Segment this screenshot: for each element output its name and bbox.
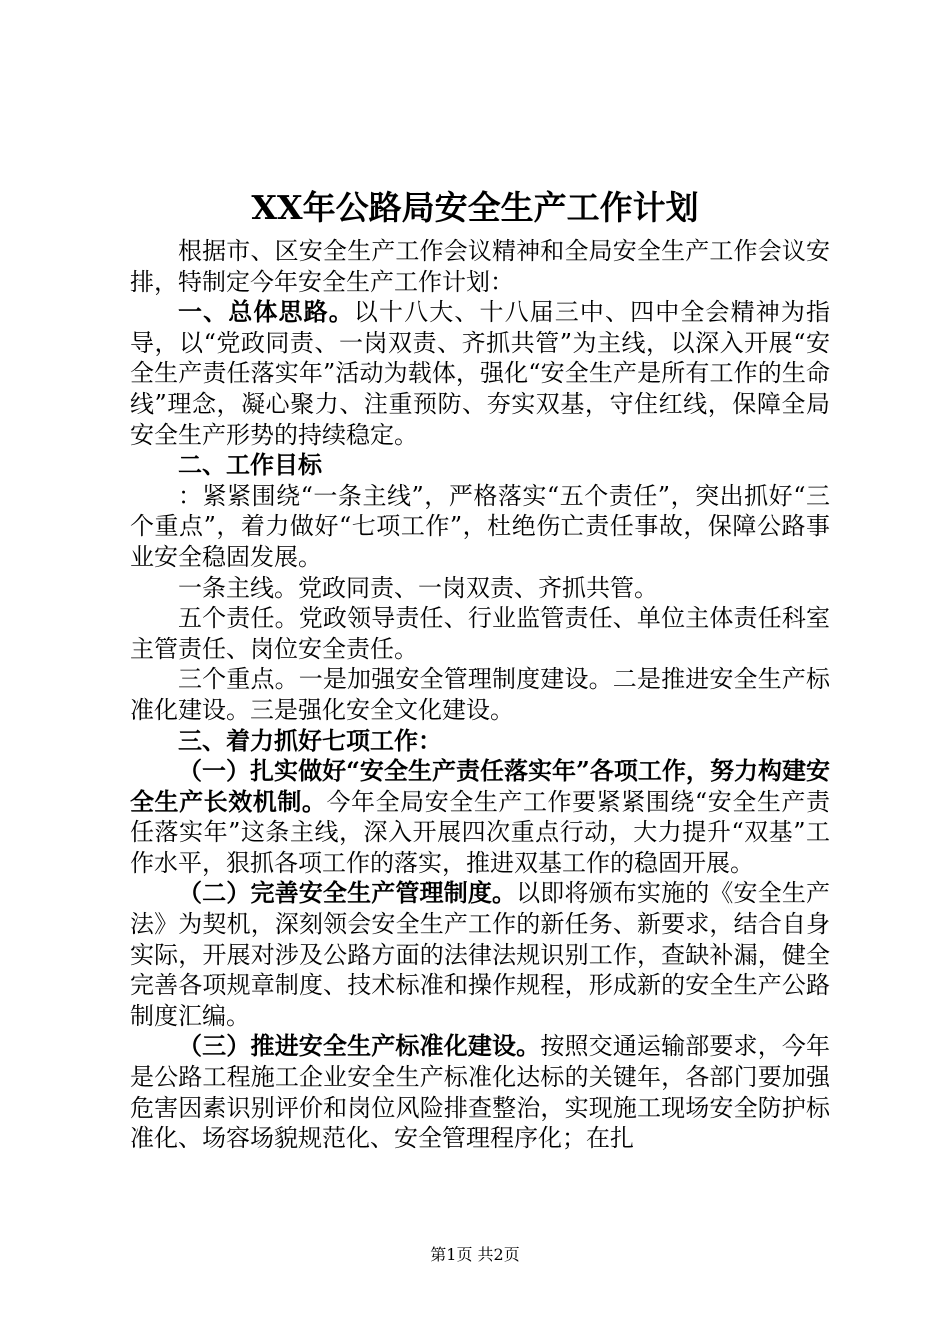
item-1-paragraph [130, 756, 830, 878]
section-2-line-1: 一条主线。党政同责、一岗双责、齐抓共管。 [178, 573, 658, 602]
item-2-paragraph [130, 878, 830, 1031]
section-2-line-3: 三个重点。一是加强安全管理制度建设。二是推进安全生产标准化建设。三是强化安全文化建设。 [130, 665, 830, 724]
item-1-heading: （一）扎实做好“安全生产责任落实年”各项工作，努力构建安全生产长效机制。 [130, 756, 830, 816]
section-3-heading: 三、着力抓好七项工作： [178, 725, 442, 755]
item-2-text: 以即将颁布实施的《安全生产法》为契机，深刻领会安全生产工作的新任务、新要求，结合自身实际，开展对涉及公路方面的法律法规识别工作，查缺补漏，健全完善各项规章制度、技术标准和操作规程，形成新的安全生产公路制度汇编。 [130, 879, 831, 1030]
section-2-paragraph: ：紧紧围绕“一条主线”，严格落实“五个责任”，突出抓好“三个重点”，着力做好“七项工作”，杜绝伤亡责任事故，保障公路事业安全稳固发展。 [130, 481, 830, 571]
section-1-text: 以十八大、十八届三中、四中全会精神为指导，以“党政同责、一岗双责、齐抓共管”为主线，以深入开展“安全生产责任落实年”活动为载体，强化“安全生产是所有工作的生命线”理念，凝心聚力、注重预防、夯实双基，守住红线，保障全局安全生产形势的持续稳定。 [130, 298, 831, 449]
page-number-footer: 第1页 共2页 [430, 1245, 520, 1264]
item-1-text: 今年全局安全生产工作要紧紧围绕“安全生产责任落实年”这条主线，深入开展四次重点行动，大力提升“双基”工作水平，狠抓各项工作的落实，推进双基工作的稳固开展。 [130, 787, 830, 877]
section-1-paragraph [130, 297, 830, 450]
document-body [130, 236, 830, 1154]
item-3-text: 按照交通运输部要求，今年是公路工程施工企业安全生产标准化达标的关键年，各部门要加强危害因素识别评价和岗位风险排查整治，实现施工现场安全防护标准化、场容场貌规范化、安全管理程序化；在扎 [130, 1032, 831, 1153]
item-3-heading: （三）推进安全生产标准化建设。 [178, 1031, 541, 1061]
item-2-heading: （二）完善安全生产管理制度。 [178, 878, 517, 908]
intro-paragraph: 根据市、区安全生产工作会议精神和全局安全生产工作会议安排，特制定今年安全生产工作计划： [130, 237, 830, 296]
section-2-line-2: 五个责任。党政领导责任、行业监管责任、单位主体责任科室主管责任、岗位安全责任。 [130, 604, 830, 663]
section-1-heading: 一、总体思路。 [178, 297, 354, 327]
document-title: XX年公路局安全生产工作计划 [251, 188, 699, 227]
section-2-heading: 二、工作目标 [178, 450, 322, 480]
item-3-paragraph [130, 1031, 830, 1153]
